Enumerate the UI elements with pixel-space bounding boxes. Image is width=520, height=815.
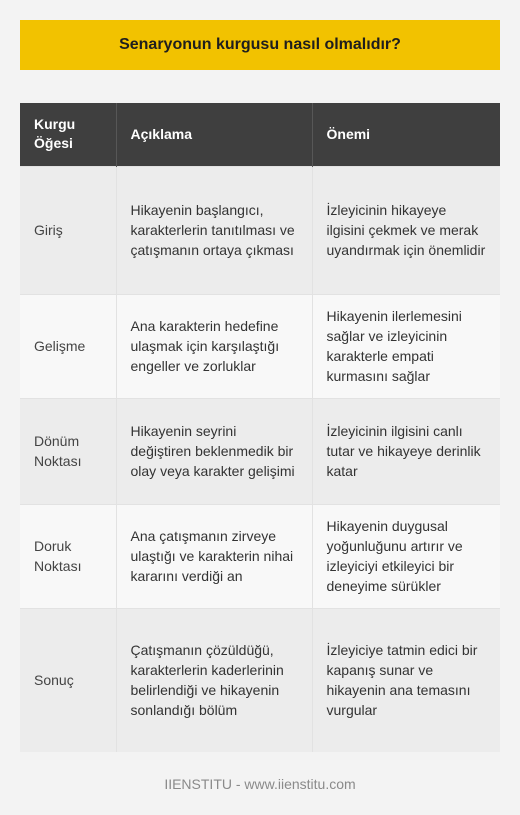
table-row bbox=[20, 398, 500, 504]
row-importance: İzleyiciye tatmin edici bir kapanış sunar ve hikayenin ana temasını vurgular bbox=[312, 608, 500, 752]
table-row bbox=[20, 504, 500, 608]
title-banner bbox=[20, 20, 500, 70]
row-name: Giriş bbox=[20, 166, 116, 294]
header-kurgu-ogesi: Kurgu Öğesi bbox=[20, 103, 116, 166]
row-description: Ana karakterin hedefine ulaşmak için karşılaştığı engeller ve zorluklar bbox=[116, 294, 312, 398]
row-name: Sonuç bbox=[20, 608, 116, 752]
row-name: Doruk Noktası bbox=[20, 504, 116, 608]
row-description: Hikayenin başlangıcı, karakterlerin tanıtılması ve çatışmanın ortaya çıkması bbox=[116, 166, 312, 294]
row-description: Ana çatışmanın zirveye ulaştığı ve karakterin nihai kararını verdiği an bbox=[116, 504, 312, 608]
footer-credit: IIENSTITU - www.iienstitu.com bbox=[164, 776, 356, 792]
row-importance: İzleyicinin hikayeye ilgisini çekmek ve merak uyandırmak için önemlidir bbox=[312, 166, 500, 294]
row-importance: Hikayenin ilerlemesini sağlar ve izleyicinin karakterle empati kurmasını sağlar bbox=[312, 294, 500, 398]
row-name: Gelişme bbox=[20, 294, 116, 398]
row-importance: Hikayenin duygusal yoğunluğunu artırır ve izleyiciyi etkileyici bir deneyime sürükler bbox=[312, 504, 500, 608]
table-row bbox=[20, 294, 500, 398]
table-header-row bbox=[20, 103, 500, 166]
row-description: Hikayenin seyrini değiştiren beklenmedik bir olay veya karakter gelişimi bbox=[116, 398, 312, 504]
row-importance: İzleyicinin ilgisini canlı tutar ve hikayeye derinlik katar bbox=[312, 398, 500, 504]
page-title: Senaryonun kurgusu nasıl olmalıdır? bbox=[119, 36, 401, 53]
table-row bbox=[20, 166, 500, 294]
row-name: Dönüm Noktası bbox=[20, 398, 116, 504]
header-onemi: Önemi bbox=[312, 103, 500, 166]
header-aciklama: Açıklama bbox=[116, 103, 312, 166]
row-description: Çatışmanın çözüldüğü, karakterlerin kaderlerinin belirlendiği ve hikayenin sonlandığı bölüm bbox=[116, 608, 312, 752]
story-structure-table bbox=[20, 103, 500, 752]
table-row bbox=[20, 608, 500, 752]
